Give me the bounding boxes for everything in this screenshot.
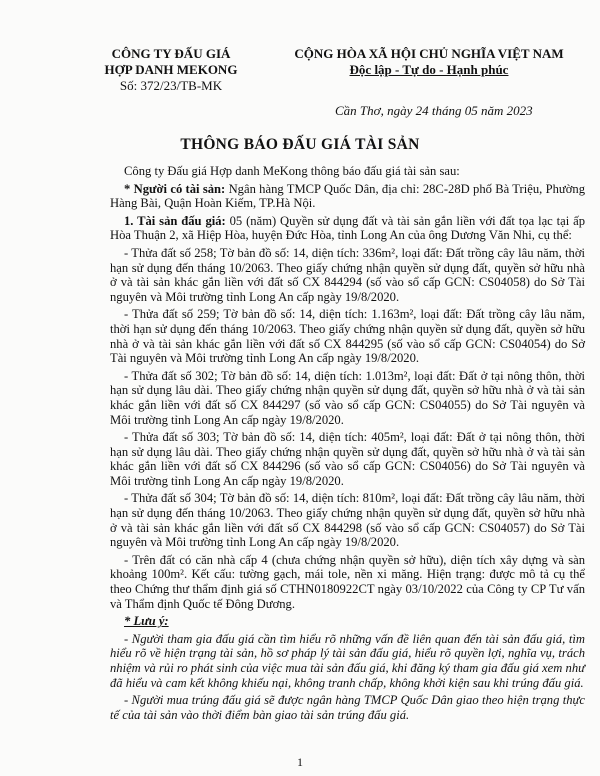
- document-title: THÔNG BÁO ĐẤU GIÁ TÀI SẢN: [180, 136, 420, 153]
- national-title: CỘNG HÒA XÃ HỘI CHỦ NGHĨA VIỆT NAM: [294, 46, 564, 61]
- note-heading: [110, 614, 585, 629]
- company-name-line1: CÔNG TY ĐẤU GIÁ: [111, 46, 231, 61]
- intro-paragraph: Công ty Đấu giá Hợp danh MeKong thông báo đấu giá tài sản sau:: [124, 164, 460, 178]
- parcel-item: - Thửa đất số 259; Tờ bản đồ số: 14, diện tích: 1.163m², loại đất: Đất trồng cây lâu năm, thời hạn sử dụng đến tháng 10/2063. Theo giấy chứng nhận quyền sử dụng đất, quyền sở hữu nhà ở và tài sản khác gắn liền với đất số CX 844295 (số vào sổ cấp GCN: CS04054) do Sở Tài nguyên và Môi trường tỉnh Long An cấp ngày 19/8/2020.: [110, 307, 585, 366]
- asset-paragraph: [110, 214, 585, 243]
- note-item: - Người mua trúng đấu giá sẽ được ngân hàng TMCP Quốc Dân giao theo hiện trạng thực tế của tài sản vào thời điểm bàn giao tài sản trúng đấu giá.: [110, 693, 585, 722]
- owner-paragraph: [110, 182, 585, 211]
- national-header: [288, 46, 570, 78]
- owner-label: * Người có tài sản:: [124, 181, 226, 196]
- asset-text: 05 (năm) Quyền sử dụng đất và tài sản gắn liền với đất tọa lạc tại ấp Hòa Thuận 2, xã Hiệp Hòa, huyện Đức Hòa, tỉnh Long An của ông Dương Văn Nhi, cụ thể:: [110, 213, 585, 243]
- national-motto: Độc lập - Tự do - Hạnh phúc: [349, 62, 509, 77]
- company-name-line2: HỢP DANH MEKONG: [104, 62, 238, 77]
- parcel-item: - Thửa đất số 304; Tờ bản đồ số: 14, diện tích: 810m², loại đất: Đất trồng cây lâu năm, thời hạn sử dụng đến tháng 10/2063. Theo giấy chứng nhận quyền sử dụng đất, quyền sở hữu nhà ở và tài sản khác gắn liền với đất số CX 844298 (số vào sổ cấp GCN: CS04057) do Sở Tài nguyên và Môi trường tỉnh Long An cấp ngày 19/8/2020.: [110, 491, 585, 550]
- document-number: Số: 372/23/TB-MK: [119, 78, 223, 93]
- parcel-item: - Thửa đất số 258; Tờ bản đồ số: 14, diện tích: 336m², loại đất: Đất trồng cây lâu năm, thời hạn sử dụng đến tháng 10/2063. Theo giấy chứng nhận quyền sử dụng đất, quyền sở hữu nhà ở và tài sản khác gắn liền với đất số CX 844294 (số vào sổ cấp GCN: CS04058) do Sở Tài nguyên và Môi trường tỉnh Long An cấp ngày 19/8/2020.: [110, 245, 585, 304]
- owner-text: Ngân hàng TMCP Quốc Dân, địa chỉ: 28C-28D phố Bà Triệu, Phường Hàng Bài, Quận Hoàn Kiếm, TP.Hà Nội.: [110, 181, 585, 211]
- company-header: [96, 46, 246, 94]
- note-item: - Người tham gia đấu giá cần tìm hiểu rõ những vấn đề liên quan đến tài sản đấu giá, tìm hiểu rõ về hiện trạng tài sản, hồ sơ pháp lý tài sản đấu giá, hiểu rõ quyền lợi, nghĩa vụ, trách nhiệm và rủi ro phát sinh của việc mua tài sản đấu giá, khi đăng ký tham gia đấu giá xem như đã hiểu và cam kết không khiếu nại, không tranh chấp, không khởi kiện sau khi trúng đấu giá.: [110, 631, 585, 690]
- document-body: [110, 164, 585, 725]
- asset-label: 1. Tài sản đấu giá:: [124, 213, 226, 228]
- house-description: - Trên đất có căn nhà cấp 4 (chưa chứng nhận quyền sở hữu), diện tích xây dựng và sàn khoảng 100m². Kết cấu: tường gạch, mái tole, nền xi măng. Hiện trạng: được mô tả cụ thể theo Chứng thư thẩm định giá số CTHN0180922CT ngày 03/10/2022 của Công ty CP Tư vấn và Thẩm định Quốc tế Đông Dương.: [110, 552, 585, 611]
- parcel-item: - Thửa đất số 302; Tờ bản đồ số: 14, diện tích: 1.013m², loại đất: Đất ở tại nông thôn, thời hạn sử dụng lâu dài. Theo giấy chứng nhận quyền sử dụng đất, quyền sở hữu nhà ở và tài sản khác gắn liền với đất số CX 844297 (số vào sổ cấp GCN: CS04055) do Sở Tài nguyên và Môi trường tỉnh Long An cấp ngày 19/8/2020.: [110, 368, 585, 427]
- document-date: Cần Thơ, ngày 24 tháng 05 năm 2023: [335, 103, 533, 118]
- parcel-item: - Thửa đất số 303; Tờ bản đồ số: 14, diện tích: 405m², loại đất: Đất ở tại nông thôn, thời hạn sử dụng lâu dài. Theo giấy chứng nhận quyền sử dụng đất, quyền sở hữu nhà ở và tài sản khác gắn liền với đất số CX 844296 (số vào sổ cấp GCN: CS04056) do Sở Tài nguyên và Môi trường tỉnh Long An cấp ngày 19/8/2020.: [110, 430, 585, 488]
- page-number: 1: [297, 755, 303, 769]
- note-label: * Lưu ý:: [124, 614, 169, 629]
